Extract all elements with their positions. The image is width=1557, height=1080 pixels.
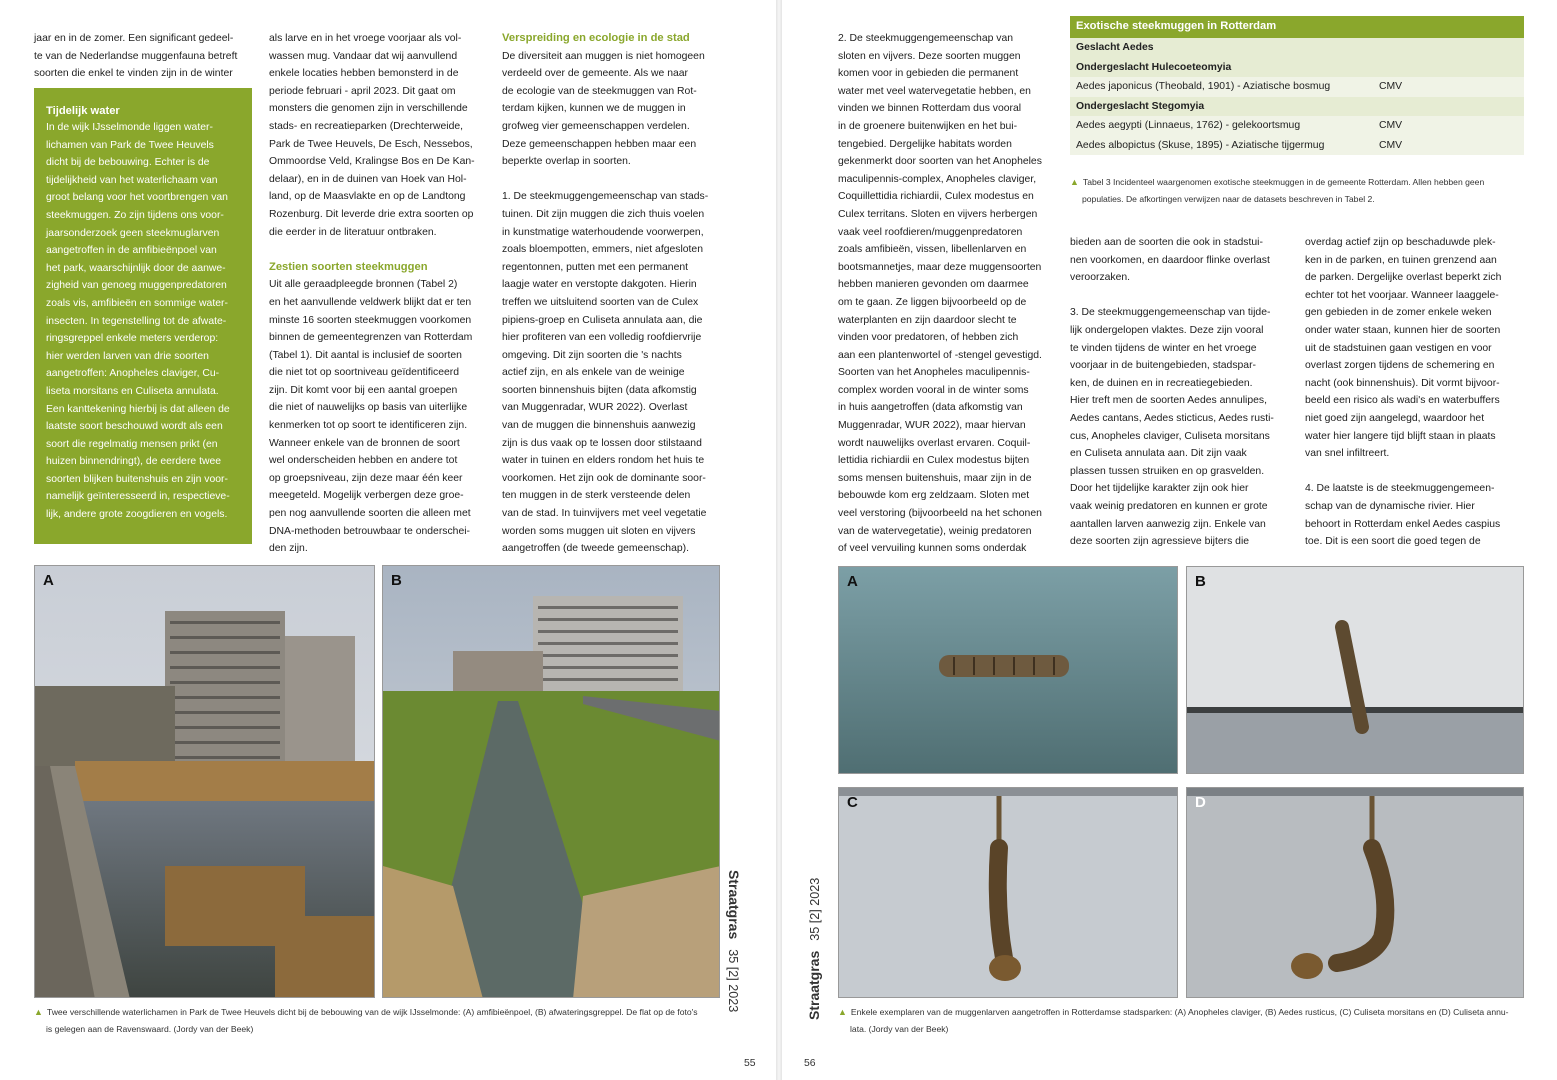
text-line: 3. De steekmuggengemeenschap van tijde-	[1070, 307, 1271, 319]
text-line: pen nog aanvullende soorten die alleen met	[269, 508, 471, 520]
photo-label: D	[1195, 794, 1206, 811]
text-line: in de groenere buitenwijken en het bui-	[838, 120, 1018, 132]
issue-number: 35 [2] 2023	[808, 877, 822, 941]
text-line: nacht (ook binnenshuis). Dit vormt bijvoor-	[1305, 377, 1500, 389]
left-col2-para1	[269, 30, 493, 241]
text-line: ten muggen in de sterk versteende delen	[502, 490, 691, 502]
text-line: in huis aangetroffen (data afkomstig van	[838, 402, 1023, 414]
text-line: De diversiteit aan muggen is niet homogeen	[502, 50, 705, 62]
text-line	[1305, 463, 1527, 481]
photo-label: A	[847, 573, 858, 590]
text-line: tijdelijkheid van het waterlichaam van	[46, 174, 218, 186]
text-line: te vinden tijdens de winter en het vroege	[1070, 342, 1257, 354]
table-3-exotische-steekmuggen	[1070, 16, 1524, 155]
species-name: Aedes albopictus (Skuse, 1895) - Aziatische tijgermug	[1076, 139, 1325, 151]
text-line: in kunstmatige waterhoudende voorwerpen,	[502, 226, 704, 238]
text-line: ken, de duinen en in recreatiegebieden.	[1070, 377, 1253, 389]
text-line: Coquillettidia richiardii, Culex modestus en	[838, 191, 1034, 203]
text-line: die niet tot op soortniveau geïdentificeerd	[269, 367, 460, 379]
text-line: monsters die genomen zijn in verschillende	[269, 103, 468, 115]
text-line: meegeteld. Mogelijk verbergen deze groe-	[269, 490, 464, 502]
text-line: veroorzaken.	[1070, 272, 1131, 284]
text-line: jaarsonderzoek geen steekmuglarven	[46, 227, 220, 239]
text-line: zoals bloempotten, emmers, niet afgesloten	[502, 244, 703, 256]
photo-b-illustration	[383, 566, 720, 998]
text-line: de parken. Dergelijke overlast beperkt zich	[1305, 272, 1502, 284]
text-line: van de watervegetatie), weinig predatoren	[838, 525, 1032, 537]
text-line: soort die regelmatig mensen prikt (en	[46, 438, 218, 450]
text-line: Park de Twee Heuvels, De Esch, Nessebos,	[269, 138, 473, 150]
text-line: Aedes cantans, Aedes sticticus, Aedes rusti-	[1070, 412, 1274, 424]
text-line	[1070, 287, 1292, 305]
text-line: om te gaan. Ze liggen bijvoorbeeld op de	[838, 296, 1027, 308]
text-line: cus, Anopheles claviger, Culiseta morsitans	[1070, 430, 1270, 442]
text-line: Wanneer enkele van de bronnen de soort	[269, 437, 460, 449]
text-line: nen voorkomen, en daardoor flinke overlast	[1070, 254, 1270, 266]
text-line: namelijk geïnteresseerd in, respectieve-	[46, 491, 230, 503]
text-line: water met veel watervegetatie hebben, en	[838, 85, 1031, 97]
text-line: stads- en recreatieparken (Drechterweide,	[269, 120, 464, 132]
text-line: zoals amfibieën, vissen, libellenlarven en	[838, 244, 1027, 256]
right-col3	[1305, 234, 1527, 551]
text-line: lichamen van Park de Twee Heuvels	[46, 139, 214, 151]
text-line: aantallen larven aanwezig zijn. Enkele van	[1070, 518, 1266, 530]
text-line: regentonnen, putten met een permanent	[502, 261, 689, 273]
text-line: toe. Dit is een soort die goed tegen de	[1305, 536, 1481, 548]
larva-a-illustration	[839, 567, 1178, 774]
text-line: Muggenradar, WUR 2022), maar hiervan	[838, 420, 1026, 432]
photo-label: A	[43, 572, 54, 589]
photo-a-illustration	[35, 566, 375, 998]
section-heading-verspreiding: Verspreiding en ecologie in de stad	[502, 32, 690, 44]
photo-b-afwateringsgreppel	[382, 565, 720, 998]
magazine-title: Straatgras	[806, 950, 822, 1020]
table-row	[1070, 116, 1524, 136]
text-line: Uit alle geraadpleegde bronnen (Tabel 2)	[269, 279, 458, 291]
text-line: Door het tijdelijke karakter zijn ook hier	[1070, 483, 1249, 495]
text-line: aangetroffen: Anopheles claviger, Cu-	[46, 368, 220, 380]
table-row	[1070, 77, 1524, 97]
text-line: als larve en in het vroege voorjaar als vol-	[269, 33, 462, 44]
text-line: aan een plantenwortel of -stengel gevestigd.	[838, 349, 1042, 361]
text-line: vinden we binnen Rotterdam dus vooral	[838, 103, 1022, 115]
text-line: In de wijk IJsselmonde liggen water-	[46, 122, 213, 133]
text-line: 2. De steekmuggengemeenschap van	[838, 33, 1014, 44]
text-line: delaar), en in de duinen van Hoek van Hol-	[269, 173, 467, 185]
text-line: sloten en vijvers. Deze soorten muggen	[838, 50, 1021, 62]
text-line: binnen de gemeentegrenzen van Rotterdam	[269, 332, 473, 344]
photo-b-aedes-rusticus	[1186, 566, 1524, 774]
table-subgenus-row	[1070, 58, 1524, 78]
text-line: insecten. In tegenstelling tot de afwate-	[46, 315, 227, 327]
text-line: veel verstoring (bijvoorbeeld na het schonen	[838, 508, 1042, 520]
text-line: land, op de Maasvlakte en op de Landtong	[269, 191, 466, 203]
left-col1-text	[34, 30, 254, 83]
caption-triangle-icon: ▲	[1070, 177, 1079, 187]
text-line: gen gebieden in de zomer enkele weken	[1305, 307, 1492, 319]
text-line: aangetroffen (de tweede gemeenschap).	[502, 543, 689, 555]
text-line: (Tabel 1). Dit aantal is inclusief de soorten	[269, 349, 462, 361]
text-line: Rozenburg. Dit leverde drie extra soorten op	[269, 208, 474, 220]
text-line: kenmerken tot op soort te identificeren zijn.	[269, 420, 468, 432]
caption-triangle-icon: ▲	[34, 1007, 43, 1017]
text-line: hier profiteren van een volledig roofdiervrije	[502, 332, 702, 344]
text-line: waterplanten en zijn daardoor slecht te	[838, 314, 1017, 326]
right-photo-caption	[838, 1004, 1528, 1038]
text-line: complex worden vooral in de winter soms	[838, 384, 1029, 396]
text-line: ken in de parken, en tuinen grenzend aan	[1305, 254, 1497, 266]
text-line: zijn is dus vaak op te lossen door stilstaand	[502, 437, 702, 449]
table-subgenus-row	[1070, 97, 1524, 117]
text-line: minste 16 soorten steekmuggen voorkomen	[269, 314, 472, 326]
text-line: deze soorten zijn agressieve bijters die	[1070, 536, 1250, 548]
text-line: die eerder in de literatuur ontbraken.	[269, 226, 437, 238]
section-heading-zestien-soorten: Zestien soorten steekmuggen	[269, 260, 428, 273]
text-line: overlast zorgen tijdens de schemering en	[1305, 360, 1495, 372]
text-line: liseta morsitans en Culiseta annulata.	[46, 385, 219, 397]
genus-label: Geslacht Aedes	[1076, 42, 1154, 54]
text-line: uit de stadstuinen gaan vestigen en voor	[1305, 342, 1492, 354]
text-line: op groepsniveau, zijn deze maar één keer	[269, 472, 463, 484]
text-line: wel onderscheiden hebben en andere tot	[269, 455, 458, 467]
left-col3-para1	[502, 48, 730, 171]
text-line: van snel infiltreert.	[1305, 448, 1390, 460]
text-line: schap van de dynamische rivier. Hier	[1305, 500, 1475, 512]
text-line: jaar en in de zomer. Een significant gedeel-	[34, 33, 234, 44]
subgenus-label: Ondergeslacht Stegomyia	[1076, 100, 1205, 112]
left-col3-para2	[502, 188, 730, 557]
text-line: enkele locaties hebben bemonsterd in de	[269, 68, 459, 80]
text-line: grofweg vier gemeenschappen verdelen.	[502, 120, 690, 132]
text-line: dicht bij de bebouwing. Echter is de	[46, 157, 210, 169]
table-genus-row	[1070, 38, 1524, 58]
left-running-footer	[726, 870, 742, 1012]
text-line: lijk ondergelopen vlaktes. Deze zijn vooral	[1070, 324, 1264, 336]
dataset-code: CMV	[1379, 139, 1403, 151]
text-line: tengebied. Dergelijke habitats worden	[838, 138, 1012, 150]
table-title: Exotische steekmuggen in Rotterdam	[1070, 16, 1524, 38]
text-line: ringsgreppel enkele meters verderop:	[46, 333, 219, 345]
left-col2-para2	[269, 276, 493, 558]
caption-line: Twee verschillende waterlichamen in Park de Twee Heuvels dicht bij de bebouwing van de wijk IJsselmonde: (A) amfibieënpoel, (B) afwateringsgreppel. De flat op de foto's	[46, 1007, 698, 1017]
text-line: periode februari - april 2023. Dit gaat om	[269, 85, 456, 97]
text-line: hebben manieren gevonden om daarmee	[838, 279, 1029, 291]
text-line: echter tot het voorjaar. Wanneer laaggele-	[1305, 289, 1499, 301]
caption-triangle-icon: ▲	[838, 1007, 847, 1017]
text-line: tuinen. Dit zijn muggen die zich thuis voelen	[502, 208, 705, 220]
text-line: onder water staan, kunnen hier de soorten	[1305, 324, 1501, 336]
text-line: van de stad. In tuinvijvers met veel vegetatie	[502, 508, 707, 520]
text-line: en het aanvullende veldwerk blijkt dat er ten	[269, 296, 472, 308]
text-line: Een kanttekening hierbij is dat alleen de	[46, 403, 230, 415]
subgenus-label: Ondergeslacht Hulecoeteomyia	[1076, 61, 1232, 73]
text-line: Hier treft men de soorten Aedes annulipes,	[1070, 395, 1267, 407]
caption-line: populaties. De afkortingen verwijzen naar de datasets beschreven in Tabel 2.	[1082, 194, 1375, 204]
text-line: treffen we uitsluitend soorten van de Culex	[502, 296, 699, 308]
text-line: bieden aan de soorten die ook in stadstui-	[1070, 237, 1263, 248]
text-line: omgeving. Dit zijn soorten die 's nachts	[502, 349, 682, 361]
magazine-title: Straatgras	[726, 870, 742, 940]
text-line: beeld een risico als wadi's en waterbuffers	[1305, 395, 1500, 407]
text-line: vaak veel roofdieren/muggenpredatoren	[838, 226, 1023, 238]
text-line: 1. De steekmuggengemeenschap van stads-	[502, 191, 709, 203]
photo-d-culiseta-annulata	[1186, 787, 1524, 998]
dataset-code: CMV	[1379, 81, 1403, 93]
page-gutter	[776, 0, 782, 1080]
text-line: komen voor in gebieden die permanent	[838, 68, 1019, 80]
left-col2	[269, 30, 493, 558]
text-line: soms mensen buitenshuis, maar zijn in de	[838, 472, 1032, 484]
text-line: en Culiseta annulata aan. Dit zijn vaak	[1070, 448, 1247, 460]
sidebar-box-tijdelijk-water	[34, 88, 252, 544]
text-line: water in tuinen en elders rondom het huis te	[502, 455, 705, 467]
text-line: 4. De laatste is de steekmuggengemeen-	[1305, 483, 1495, 495]
caption-line: lata. (Jordy van der Beek)	[850, 1024, 949, 1034]
text-line: bebouwde kom erg zeldzaam. Sloten met	[838, 490, 1030, 502]
text-line: lettidia richiardii en Culex modestus bijten	[838, 455, 1030, 467]
text-line: laagje water en verstopte dakgoten. Hierin	[502, 279, 697, 291]
text-line: vaak weinig predatoren en kunnen er grote	[1070, 500, 1268, 512]
right-running-footer	[806, 878, 822, 1020]
photo-label: B	[391, 572, 402, 589]
text-line: soorten blijken buitenshuis en zijn voor-	[46, 473, 228, 485]
sidebar-box-body	[46, 119, 240, 524]
photo-label: B	[1195, 573, 1206, 590]
text-line: niet goed zijn aangelegd, waardoor het	[1305, 412, 1485, 424]
text-line: zijn. Dit komt voor bij een aantal groepen	[269, 384, 458, 396]
text-line: van de muggen die binnenshuis aanwezig	[502, 420, 696, 432]
text-line: Ommoordse Veld, Kralingse Bos en De Kan-	[269, 156, 475, 168]
left-col3	[502, 30, 730, 558]
page-number-left: 55	[744, 1058, 756, 1069]
text-line: plassen tussen struiken en op grasvelden.	[1070, 465, 1265, 477]
text-line: Deze gemeenschappen hebben maar een	[502, 138, 697, 150]
text-line: zigheid van genoeg muggenpredatoren	[46, 280, 227, 292]
text-line: soorten binnenshuis bijten (data afkomstig	[502, 384, 697, 396]
text-line: verdeeld over de gemeente. Als we naar	[502, 68, 688, 80]
text-line: actief zijn, en als enkele van de weinige	[502, 367, 685, 379]
text-line: Soorten van het Anopheles maculipennis-	[838, 367, 1030, 379]
text-line: die niet of nauwelijks op basis van uiterlijke	[269, 402, 468, 414]
text-line: beperkte overlap in soorten.	[502, 156, 631, 168]
text-line: van Muggenradar, WUR 2022). Overlast	[502, 402, 688, 414]
text-line: water hier langere tijd blijft staan in plaats	[1305, 430, 1496, 442]
right-col1	[838, 30, 1058, 558]
left-photo-caption	[34, 1004, 724, 1038]
species-name: Aedes aegypti (Linnaeus, 1762) - gelekoortsmug	[1076, 120, 1301, 132]
text-line: wassen mug. Vandaar dat wij aanvullend	[269, 50, 458, 62]
text-line: lijk, andere grote zoogdieren en vogels.	[46, 509, 228, 521]
photo-a-anopheles-claviger	[838, 566, 1178, 774]
text-line: terdam kijken, kunnen we de muggen in	[502, 103, 686, 115]
caption-line: is gelegen aan de Ravenswaard. (Jordy van der Beek)	[46, 1024, 254, 1034]
text-line: vinden voor predatoren, of hebben zich	[838, 332, 1019, 344]
text-line: de ecologie van de steekmuggen van Rot-	[502, 85, 697, 97]
text-line: overdag actief zijn op beschaduwde plek-	[1305, 237, 1496, 248]
text-line: steekmuggen. Zo zijn tijdens ons voor-	[46, 209, 224, 221]
table-row	[1070, 136, 1524, 156]
text-line: te van de Nederlandse muggenfauna betreft	[34, 50, 238, 62]
text-line: gekenmerkt door soorten van het Anopheles	[838, 156, 1042, 168]
text-line: zoals vis, amfibieën en sommige water-	[46, 297, 228, 309]
text-line: laatste soort beschouwd wordt als een	[46, 421, 223, 433]
text-line: groot belang voor het voortbrengen van	[46, 192, 228, 204]
text-line: bootsmannetjes, maar deze muggensoorten	[838, 261, 1042, 273]
caption-line: Tabel 3 Incidenteel waargenomen exotische steekmuggen in de gemeente Rotterdam. Allen hebben geen	[1082, 177, 1485, 187]
text-line: worden soms muggen uit sloten en vijvers	[502, 525, 696, 537]
text-line: voorkomen. Het zijn ook de dominante soor-	[502, 472, 706, 484]
text-line: hier werden larven van drie soorten	[46, 350, 209, 362]
photo-label: C	[847, 794, 858, 811]
larva-b-illustration	[1187, 567, 1524, 774]
species-name: Aedes japonicus (Theobald, 1901) - Aziatische bosmug	[1076, 81, 1331, 93]
larva-c-illustration	[839, 788, 1178, 998]
dataset-code: CMV	[1379, 120, 1403, 132]
text-line: maculipennis-complex, Anopheles claviger,	[838, 173, 1037, 185]
caption-line: Enkele exemplaren van de muggenlarven aangetroffen in Rotterdamse stadsparken: (A) Anopheles claviger, (B) Aedes rusticus, (C) Culiseta morsitans en (D) Culiseta annu-	[850, 1007, 1509, 1017]
text-line: of veel vervuiling kunnen soms onderdak	[838, 543, 1027, 555]
table-3-caption	[1070, 174, 1524, 208]
issue-number: 35 [2] 2023	[726, 949, 740, 1013]
text-line: den zijn.	[269, 543, 308, 555]
text-line: huizen binnendringt), de eerdere twee	[46, 456, 222, 468]
page-number-right: 56	[804, 1058, 816, 1069]
text-line: soorten die enkel te vinden zijn in de winter	[34, 68, 233, 80]
text-line: Culex territans. Sloten en vijvers herbergen	[838, 208, 1038, 220]
text-line: behoort in Rotterdam enkel Aedes caspius	[1305, 518, 1501, 530]
sidebar-box-title: Tijdelijk water	[46, 105, 120, 117]
text-line: aangetroffen in de amfibieënpoel van	[46, 245, 217, 257]
photo-a-amfibieenpoel	[34, 565, 375, 998]
larva-d-illustration	[1187, 788, 1524, 998]
right-col2	[1070, 234, 1292, 551]
photo-c-culiseta-morsitans	[838, 787, 1178, 998]
text-line: wordt nauwelijks overlast ervaren. Coquil-	[838, 437, 1031, 449]
text-line: pipiens-groep en Culiseta annulata aan, die	[502, 314, 703, 326]
text-line: voorjaar in de buitengebieden, stadspar-	[1070, 360, 1257, 372]
text-line: DNA-methoden betrouwbaar te onderschei-	[269, 525, 470, 537]
text-line: het park, waarschijnlijk door de aanwe-	[46, 262, 226, 274]
